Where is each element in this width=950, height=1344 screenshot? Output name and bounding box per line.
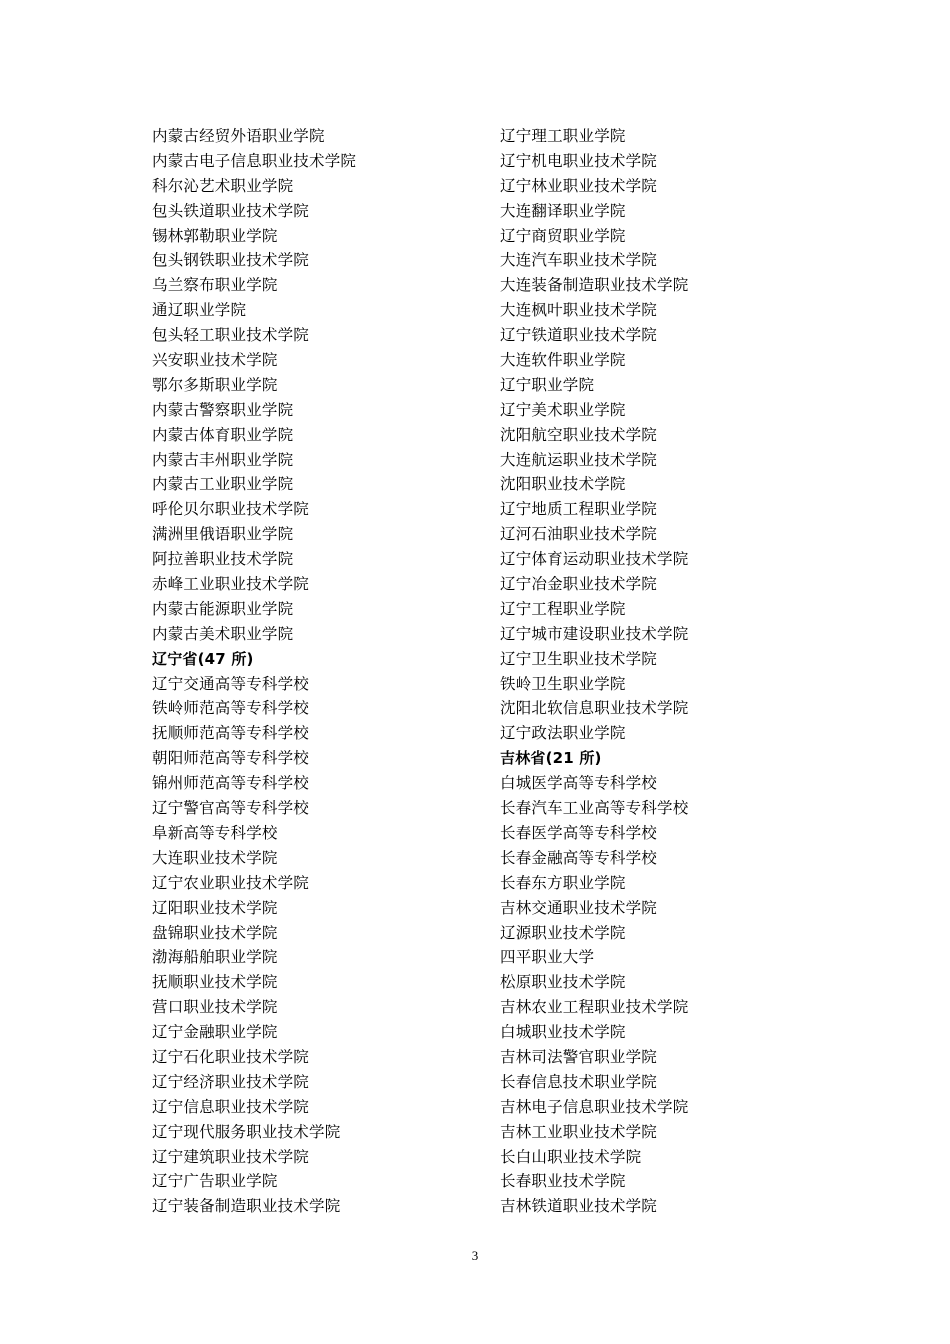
province-heading: 吉林省(21 所) [500, 749, 602, 768]
college-list-item: 赤峰工业职业技术学院 [152, 575, 310, 594]
college-list-item: 锦州师范高等专科学校 [152, 774, 310, 793]
college-list-item: 盘锦职业技术学院 [152, 923, 278, 942]
college-list-item: 大连航运职业技术学院 [500, 450, 658, 469]
college-list-item: 吉林工业职业技术学院 [500, 1122, 658, 1141]
college-list-item: 辽宁城市建设职业技术学院 [500, 624, 689, 643]
college-list-item: 辽宁装备制造职业技术学院 [152, 1197, 341, 1216]
college-list-item: 沈阳职业技术学院 [500, 475, 626, 494]
college-list-item: 吉林交通职业技术学院 [500, 898, 658, 917]
college-list-item: 大连汽车职业技术学院 [500, 251, 658, 270]
college-list-item: 吉林铁道职业技术学院 [500, 1197, 658, 1216]
college-list-item: 长春医学高等专科学校 [500, 823, 658, 842]
college-list-item: 内蒙古警察职业学院 [152, 400, 294, 419]
college-list-item: 锡林郭勒职业学院 [152, 226, 278, 245]
college-list-item: 吉林电子信息职业技术学院 [500, 1097, 689, 1116]
college-list-item: 乌兰察布职业学院 [152, 276, 278, 295]
college-list-item: 兴安职业技术学院 [152, 351, 278, 370]
college-list-item: 内蒙古体育职业学院 [152, 425, 294, 444]
right-column [500, 124, 830, 1219]
college-list-item: 辽宁警官高等专科学校 [152, 799, 310, 818]
college-list-item: 辽宁工程职业学院 [500, 599, 626, 618]
college-list-item: 内蒙古能源职业学院 [152, 599, 294, 618]
college-list-item: 辽宁信息职业技术学院 [152, 1097, 310, 1116]
college-list-item: 辽宁金融职业学院 [152, 1023, 278, 1042]
college-list-item: 辽宁农业职业技术学院 [152, 873, 310, 892]
college-list-item: 长白山职业技术学院 [500, 1147, 642, 1166]
college-list-item: 辽宁广告职业学院 [152, 1172, 278, 1191]
college-list-item: 包头轻工职业技术学院 [152, 326, 310, 345]
college-list-item: 大连软件职业学院 [500, 351, 626, 370]
college-list-item: 白城医学高等专科学校 [500, 774, 658, 793]
college-list-item: 沈阳航空职业技术学院 [500, 425, 658, 444]
college-list-item: 长春职业技术学院 [500, 1172, 626, 1191]
college-list-item: 长春东方职业学院 [500, 873, 626, 892]
college-list-item: 沈阳北软信息职业技术学院 [500, 699, 689, 718]
college-list-item: 内蒙古经贸外语职业学院 [152, 127, 325, 145]
college-list-item: 辽宁冶金职业技术学院 [500, 575, 658, 594]
province-heading: 辽宁省(47 所) [152, 649, 254, 668]
college-list-item: 铁岭卫生职业学院 [500, 674, 626, 693]
college-list-item: 科尔沁艺术职业学院 [152, 176, 294, 195]
college-list-item: 辽宁政法职业学院 [500, 724, 626, 743]
college-list-item: 辽宁美术职业学院 [500, 400, 626, 419]
college-list-item: 大连枫叶职业技术学院 [500, 301, 658, 320]
college-list-item: 长春汽车工业高等专科学校 [500, 799, 689, 818]
college-list-item: 辽宁建筑职业技术学院 [152, 1147, 310, 1166]
page-number: 3 [471, 1248, 479, 1263]
college-list-item: 满洲里俄语职业学院 [152, 525, 294, 544]
college-list-item: 内蒙古电子信息职业技术学院 [152, 151, 357, 170]
college-list-item: 呼伦贝尔职业技术学院 [152, 500, 310, 519]
college-list-item: 辽宁理工职业学院 [500, 127, 626, 145]
college-list-item: 包头铁道职业技术学院 [152, 201, 310, 220]
college-list-item: 辽宁交通高等专科学校 [152, 674, 310, 693]
college-list-item: 内蒙古工业职业学院 [152, 475, 294, 494]
college-list-item: 松原职业技术学院 [500, 973, 626, 992]
college-list-item: 内蒙古丰州职业学院 [152, 450, 294, 469]
college-list-item: 吉林农业工程职业技术学院 [500, 998, 689, 1017]
college-list-item: 营口职业技术学院 [152, 998, 278, 1017]
college-list-item: 阜新高等专科学校 [152, 823, 278, 842]
college-list-item: 辽源职业技术学院 [500, 923, 626, 942]
left-column [152, 124, 482, 1219]
college-list-item: 鄂尔多斯职业学院 [152, 375, 278, 394]
college-list-item: 辽宁石化职业技术学院 [152, 1047, 310, 1066]
college-list-item: 大连职业技术学院 [152, 848, 278, 867]
college-list-item: 辽宁体育运动职业技术学院 [500, 550, 689, 569]
college-list-item: 阿拉善职业技术学院 [152, 550, 294, 569]
college-list-item: 辽宁职业学院 [500, 375, 595, 394]
college-list-item: 四平职业大学 [500, 948, 595, 967]
college-list-item: 辽宁机电职业技术学院 [500, 151, 658, 170]
college-list-item: 辽宁地质工程职业学院 [500, 500, 658, 519]
college-list-item: 白城职业技术学院 [500, 1023, 626, 1042]
college-list-item: 抚顺职业技术学院 [152, 973, 278, 992]
college-list-item: 辽河石油职业技术学院 [500, 525, 658, 544]
college-list-item: 铁岭师范高等专科学校 [152, 699, 310, 718]
college-list-item: 辽宁铁道职业技术学院 [500, 326, 658, 345]
college-list-item: 长春信息技术职业学院 [500, 1072, 658, 1091]
college-list-item: 通辽职业学院 [152, 301, 247, 320]
college-list-item: 大连翻译职业学院 [500, 201, 626, 220]
college-list-item: 朝阳师范高等专科学校 [152, 749, 310, 768]
college-list-item: 内蒙古美术职业学院 [152, 624, 294, 643]
college-list-item: 辽宁现代服务职业技术学院 [152, 1122, 341, 1141]
college-list-item: 辽宁林业职业技术学院 [500, 176, 658, 195]
college-list-item: 辽宁商贸职业学院 [500, 226, 626, 245]
college-list-item: 辽宁卫生职业技术学院 [500, 649, 658, 668]
college-list-item: 辽宁经济职业技术学院 [152, 1072, 310, 1091]
college-list-item: 辽阳职业技术学院 [152, 898, 278, 917]
college-list-item: 吉林司法警官职业学院 [500, 1047, 658, 1066]
college-list-item: 抚顺师范高等专科学校 [152, 724, 310, 743]
college-list-item: 渤海船舶职业学院 [152, 948, 278, 967]
college-list-item: 大连装备制造职业技术学院 [500, 276, 689, 295]
college-list-item: 包头钢铁职业技术学院 [152, 251, 310, 270]
college-list-item: 长春金融高等专科学校 [500, 848, 658, 867]
